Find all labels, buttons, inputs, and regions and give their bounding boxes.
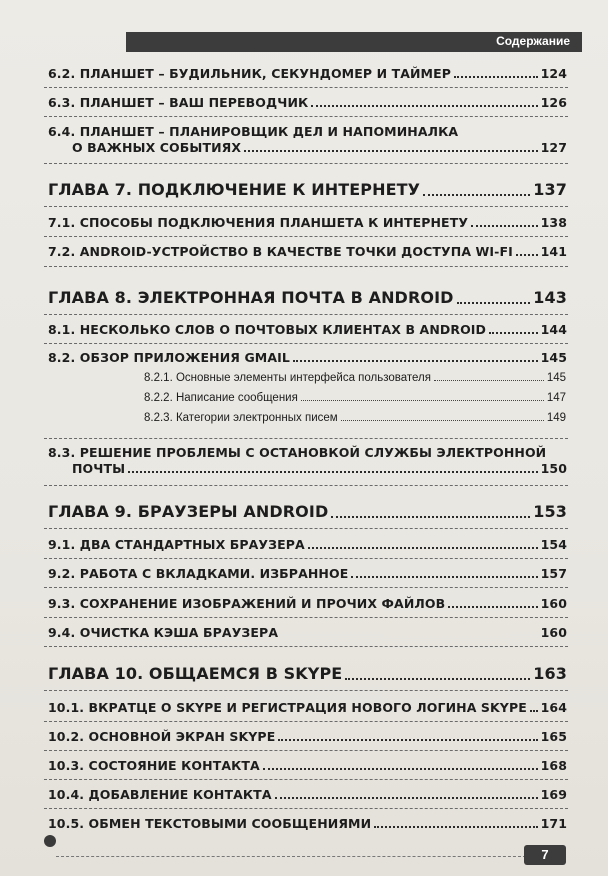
divider [44, 646, 568, 647]
toc-entry-7-1[interactable] [48, 215, 567, 230]
toc-entry-title: 6.3. ПЛАНШЕТ – ВАШ ПЕРЕВОДЧИК [48, 95, 309, 110]
toc-entry-title: 8.2. ОБЗОР ПРИЛОЖЕНИЯ GMAIL [48, 350, 290, 365]
divider [44, 528, 568, 529]
header-bar [126, 32, 582, 52]
toc-entry-title: 7.2. ANDROID-УСТРОЙСТВО В КАЧЕСТВЕ ТОЧКИ ДОСТУПА WI-FI [48, 244, 513, 259]
divider [44, 721, 568, 722]
page-number: 7 [541, 847, 549, 862]
toc-entry-10-4[interactable] [48, 787, 567, 802]
toc-subentry-title: 8.2.2. Написание сообщения [144, 392, 298, 404]
toc-entry-9-2[interactable] [48, 566, 567, 581]
header-title: Содержание [496, 34, 570, 48]
toc-entry-title: 9.4. ОЧИСТКА КЭША БРАУЗЕРА [48, 625, 279, 640]
divider [44, 163, 568, 164]
toc-entry-page: 127 [540, 140, 567, 155]
leader-dots [489, 332, 538, 334]
toc-entry-10-5[interactable] [48, 816, 567, 831]
toc-subentry-title: 8.2.1. Основные элементы интерфейса пользователя [144, 372, 431, 384]
toc-chapter-7[interactable] [48, 180, 567, 199]
divider [44, 558, 568, 559]
footer-dot [44, 835, 56, 847]
toc-entry-title: 10.4. ДОБАВЛЕНИЕ КОНТАКТА [48, 787, 272, 802]
toc-entry-8-3[interactable] [48, 445, 567, 476]
divider [44, 485, 568, 486]
toc-entry-10-3[interactable] [48, 758, 567, 773]
leader-dots [345, 678, 530, 680]
divider [44, 808, 568, 809]
divider [44, 206, 568, 207]
leader-dots [308, 547, 538, 549]
chapter-title: ГЛАВА 9. БРАУЗЕРЫ ANDROID [48, 502, 329, 521]
divider [44, 750, 568, 751]
chapter-page: 153 [533, 502, 567, 521]
leader-dots [423, 194, 530, 196]
toc-chapter-10[interactable] [48, 664, 567, 683]
toc-entry-8-2[interactable] [48, 350, 567, 365]
leader-dots [293, 360, 538, 362]
toc-entry-title: 9.2. РАБОТА С ВКЛАДКАМИ. ИЗБРАННОЕ [48, 566, 349, 581]
leader-dots [301, 400, 544, 401]
leader-dots [275, 797, 538, 799]
toc-entry-page: 145 [540, 350, 567, 365]
toc-entry-title-line1: 6.4. ПЛАНШЕТ – ПЛАНИРОВЩИК ДЕЛ И НАПОМИНАЛКА [48, 124, 459, 139]
divider [44, 87, 568, 88]
toc-entry-page: 160 [540, 596, 567, 611]
leader-dots [471, 225, 538, 227]
leader-dots [374, 826, 537, 828]
divider [44, 587, 568, 588]
toc-entry-title: 9.3. СОХРАНЕНИЕ ИЗОБРАЖЕНИЙ И ПРОЧИХ ФАЙЛОВ [48, 596, 446, 611]
toc-entry-9-4[interactable] [48, 625, 567, 640]
toc-entry-page: 150 [540, 461, 567, 476]
leader-dots [351, 576, 537, 578]
toc-entry-title: 7.1. СПОСОБЫ ПОДКЛЮЧЕНИЯ ПЛАНШЕТА К ИНТЕРНЕТУ [48, 215, 469, 230]
toc-entry-page: 141 [540, 244, 567, 259]
toc-entry-page: 164 [540, 700, 567, 715]
toc-subentry-8-2-2[interactable] [144, 392, 566, 404]
leader-dots [263, 768, 538, 770]
chapter-title: ГЛАВА 7. ПОДКЛЮЧЕНИЕ К ИНТЕРНЕТУ [48, 180, 421, 199]
divider [44, 116, 568, 117]
divider [44, 236, 568, 237]
toc-entry-title: 9.1. ДВА СТАНДАРТНЫХ БРАУЗЕРА [48, 537, 305, 552]
toc-entry-title: 10.1. ВКРАТЦЕ О SKYPE И РЕГИСТРАЦИЯ НОВОГО ЛОГИНА SKYPE [48, 700, 527, 715]
toc-entry-6-3[interactable] [48, 95, 567, 110]
divider [44, 690, 568, 691]
toc-entry-title: 10.2. ОСНОВНОЙ ЭКРАН SKYPE [48, 729, 276, 744]
chapter-page: 143 [533, 288, 567, 307]
toc-entry-page: 168 [540, 758, 567, 773]
leader-dots [530, 710, 538, 712]
toc-entry-title-line2: О ВАЖНЫХ СОБЫТИЯХ [72, 140, 242, 155]
divider [44, 617, 568, 618]
toc-entry-9-3[interactable] [48, 596, 567, 611]
leader-dots [454, 76, 538, 78]
chapter-page: 163 [533, 664, 567, 683]
toc-entry-10-2[interactable] [48, 729, 567, 744]
leader-dots [278, 739, 537, 741]
toc-entry-page: 126 [540, 95, 567, 110]
toc-subentry-page: 147 [546, 392, 566, 404]
toc-subentry-page: 149 [546, 412, 566, 424]
toc-entry-title-line1: 8.3. РЕШЕНИЕ ПРОБЛЕМЫ С ОСТАНОВКОЙ СЛУЖБЫ ЭЛЕКТРОННОЙ [48, 445, 547, 460]
footer-divider [56, 856, 526, 857]
toc-entry-title: 10.5. ОБМЕН ТЕКСТОВЫМИ СООБЩЕНИЯМИ [48, 816, 372, 831]
toc-entry-9-1[interactable] [48, 537, 567, 552]
toc-entry-page: 154 [540, 537, 567, 552]
divider [44, 779, 568, 780]
divider [44, 314, 568, 315]
leader-dots [434, 380, 544, 381]
toc-entry-10-1[interactable] [48, 700, 567, 715]
toc-entry-page: 124 [540, 66, 567, 81]
toc-entry-title: 10.3. СОСТОЯНИЕ КОНТАКТА [48, 758, 260, 773]
leader-dots [244, 150, 537, 152]
toc-subentry-8-2-1[interactable] [144, 372, 566, 384]
toc-chapter-8[interactable] [48, 288, 567, 307]
toc-entry-7-2[interactable] [48, 244, 567, 259]
chapter-title: ГЛАВА 10. ОБЩАЕМСЯ В SKYPE [48, 664, 343, 683]
toc-entry-page: 165 [540, 729, 567, 744]
toc-subentry-title: 8.2.3. Категории электронных писем [144, 412, 338, 424]
leader-dots [331, 516, 530, 518]
toc-entry-page: 160 [540, 625, 567, 640]
toc-entry-page: 144 [540, 322, 567, 337]
toc-entry-title: 8.1. НЕСКОЛЬКО СЛОВ О ПОЧТОВЫХ КЛИЕНТАХ В ANDROID [48, 322, 487, 337]
toc-subentry-8-2-3[interactable] [144, 412, 566, 424]
leader-dots [128, 471, 537, 473]
leader-dots [516, 254, 538, 256]
leader-dots [448, 606, 537, 608]
leader-dots [341, 420, 544, 421]
toc-entry-page: 157 [540, 566, 567, 581]
toc-subentry-page: 145 [546, 372, 566, 384]
toc-entry-title: 6.2. ПЛАНШЕТ – БУДИЛЬНИК, СЕКУНДОМЕР И ТАЙМЕР [48, 66, 451, 81]
toc-entry-page: 138 [540, 215, 567, 230]
divider [44, 266, 568, 267]
toc-entry-6-2[interactable] [48, 66, 567, 81]
toc-entry-title-line2: ПОЧТЫ [72, 461, 126, 476]
page-number-badge [524, 845, 566, 865]
toc-entry-8-1[interactable] [48, 322, 567, 337]
divider [44, 343, 568, 344]
toc-chapter-9[interactable] [48, 502, 567, 521]
chapter-page: 137 [533, 180, 567, 199]
divider [44, 438, 568, 439]
leader-dots [457, 302, 531, 304]
toc-entry-6-4[interactable] [48, 124, 567, 155]
leader-dots [311, 105, 537, 107]
toc-entry-page: 169 [540, 787, 567, 802]
chapter-title: ГЛАВА 8. ЭЛЕКТРОННАЯ ПОЧТА В ANDROID [48, 288, 454, 307]
toc-entry-page: 171 [540, 816, 567, 831]
